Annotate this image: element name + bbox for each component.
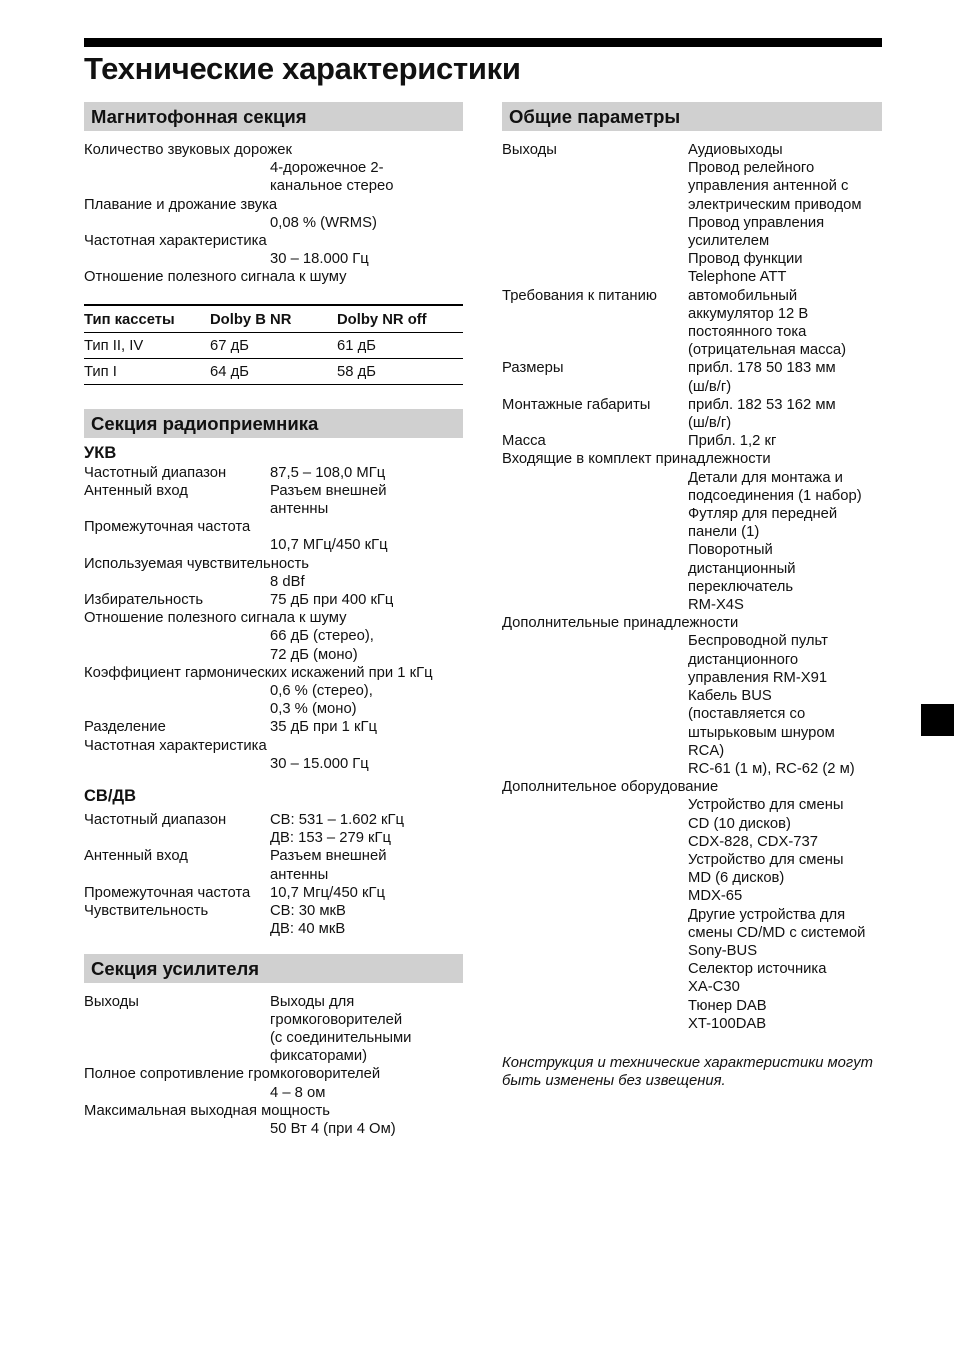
spec-value: 30 – 15.000 Гц <box>270 755 369 772</box>
spec-row <box>502 614 882 632</box>
column-header: Dolby NR off <box>337 305 463 333</box>
section-heading-amplifier: Секция усилителя <box>84 954 463 983</box>
spec-value: 4 – 8 ом <box>270 1084 326 1101</box>
spec-row <box>84 664 463 682</box>
spec-value: 8 dBf <box>270 573 305 590</box>
spec-label: Чувствительность <box>84 903 209 920</box>
spec-label: Дополнительное оборудование <box>502 779 719 796</box>
spec-value: 0,6 % (стерео), 0,3 % (моно) <box>270 683 373 718</box>
spec-row <box>84 884 463 902</box>
spec-row <box>84 464 463 482</box>
spec-value: 75 дБ при 400 кГц <box>270 592 394 609</box>
spec-label: Коэффициент гармонических искажений при 1 кГц <box>84 664 433 681</box>
am-specs <box>84 811 463 938</box>
spec-value: СВ: 30 мкВ ДВ: 40 мкВ <box>270 903 346 938</box>
table-header-row <box>84 305 463 333</box>
spec-row <box>84 1102 463 1120</box>
spec-value: 87,5 – 108,0 МГц <box>270 464 386 481</box>
table-cell: 58 дБ <box>337 358 463 384</box>
spec-label: Антенный вход <box>84 848 188 865</box>
column-header: Тип кассеты <box>84 305 210 333</box>
amp-specs <box>84 993 463 1139</box>
spec-label: Антенный вход <box>84 482 188 499</box>
page-title: Технические характеристики <box>84 51 521 86</box>
spec-value: 10,7 МГц/450 кГц <box>270 537 388 554</box>
general-specs <box>502 141 882 1033</box>
spec-row <box>502 396 882 432</box>
spec-value: 66 дБ (стерео), 72 дБ (моно) <box>270 628 374 663</box>
spec-label: Дополнительные принадлежности <box>502 615 739 632</box>
spec-value: СВ: 531 – 1.602 кГц ДВ: 153 – 279 кГц <box>270 812 405 847</box>
spec-row <box>502 778 882 796</box>
spec-label: Входящие в комплект принадлежности <box>502 451 771 468</box>
column-header: Dolby B NR <box>210 305 337 333</box>
spec-value: Беспроводной пульт дистанционного управления RM-X91 Кабель BUS (поставляется со штырьковым шнуром RCA) RC-61 (1 м), RC-62 (2 м) <box>688 633 855 777</box>
spec-value: 35 дБ при 1 кГц <box>270 719 377 736</box>
table-cell: Тип I <box>84 358 210 384</box>
spec-row <box>84 718 463 736</box>
spec-label: Отношение полезного сигнала к шуму <box>84 610 347 627</box>
fm-specs <box>84 464 463 773</box>
spec-row <box>502 432 882 450</box>
cassette-snr-table <box>84 304 463 385</box>
spec-label: Промежуточная частота <box>84 884 251 901</box>
spec-value: Детали для монтажа и подсоединения (1 набор) Футляр для передней панели (1) Поворотный дистанционный переключатель RM-X4S <box>688 469 862 614</box>
spec-label: Отношение полезного сигнала к шуму <box>84 269 347 286</box>
spec-row <box>84 609 463 627</box>
spec-value: 30 – 18.000 Гц <box>270 251 369 268</box>
spec-value: 0,08 % (WRMS) <box>270 214 377 231</box>
subsection-title-am: СВ/ДВ <box>84 787 137 806</box>
spec-label: Частотная характеристика <box>84 737 267 754</box>
spec-value: Выходы для громкоговорителей (с соединительными фиксаторами) <box>270 993 412 1065</box>
table-row <box>84 332 463 358</box>
spec-value: Разъем внешней антенны <box>270 848 387 883</box>
section-heading-radio: Секция радиоприемника <box>84 409 463 438</box>
title-rule <box>84 38 882 47</box>
spec-label: Полное сопротивление громкоговорителей <box>84 1066 381 1083</box>
section-heading-general: Общие параметры <box>502 102 882 131</box>
page-edge-tab <box>921 704 954 736</box>
table-cell: 64 дБ <box>210 358 337 384</box>
section-heading-tape: Магнитофонная секция <box>84 102 463 131</box>
spec-label: Максимальная выходная мощность <box>84 1102 330 1119</box>
spec-row <box>502 287 882 360</box>
spacer <box>84 939 463 954</box>
spec-label: Частотный диапазон <box>84 812 227 829</box>
table-cell: 61 дБ <box>337 332 463 358</box>
spec-row <box>84 1065 463 1083</box>
spec-label: Количество звуковых дорожек <box>84 142 292 158</box>
table-cell: 67 дБ <box>210 332 337 358</box>
table-row <box>84 358 463 384</box>
spec-row <box>84 268 463 286</box>
spacer <box>84 385 463 409</box>
spec-row <box>84 141 463 159</box>
spec-label: Разделение <box>84 719 166 736</box>
spec-label: Требования к питанию <box>502 287 657 304</box>
spec-row <box>84 518 463 536</box>
spec-label: Выходы <box>502 142 557 158</box>
spec-row <box>84 902 463 938</box>
spec-label: Выходы <box>84 993 139 1010</box>
spec-value: 50 Вт 4 (при 4 Ом) <box>270 1120 396 1137</box>
spec-label: Размеры <box>502 360 564 377</box>
spec-row <box>502 141 882 287</box>
left-column <box>84 102 463 1138</box>
spec-row <box>84 591 463 609</box>
spec-row <box>84 555 463 573</box>
spec-row <box>502 450 882 468</box>
spec-value: Аудиовыходы Провод релейного управления антенной с электрическим приводом Провод управления усилителем Провод функции Telephone ATT <box>688 142 862 286</box>
spec-value: 4-дорожечное 2- канальное стерео <box>270 160 394 195</box>
tape-specs <box>84 141 463 287</box>
spec-label: Частотная характеристика <box>84 233 267 250</box>
spec-value: прибл. 178 50 183 мм (ш/в/г) <box>688 360 836 395</box>
spec-value: Прибл. 1,2 кг <box>688 433 777 450</box>
spec-row <box>84 847 463 883</box>
spec-label: Используемая чувствительность <box>84 555 309 572</box>
spec-value: автомобильный аккумулятор 12 В постоянного тока (отрицательная масса) <box>688 287 847 359</box>
right-column <box>502 102 882 1105</box>
spec-label: Плавание и дрожание звука <box>84 196 278 213</box>
spec-value: Устройство для смены CD (10 дисков) CDX-828, CDX-737 Устройство для смены MD (6 дисков) MDX-65 Другие устройства для смены CD/MD с системой Sony-BUS Селектор источника XA-C30 Тюнер DAB XT-100DAB <box>688 797 866 1032</box>
spec-label: Избирательность <box>84 592 204 609</box>
spec-row <box>84 737 463 755</box>
spec-row <box>84 993 463 1066</box>
spec-label: Частотный диапазон <box>84 464 227 481</box>
spec-label: Монтажные габариты <box>502 396 651 413</box>
disclaimer-note: Конструкция и технические характеристики могут быть изменены без извещения. <box>502 1054 873 1090</box>
subsection-title-fm: УКВ <box>84 443 117 462</box>
spec-label: Промежуточная частота <box>84 519 251 536</box>
spec-row <box>84 482 463 518</box>
spec-label: Масса <box>502 433 546 450</box>
table-cell: Тип II, IV <box>84 332 210 358</box>
spec-row <box>84 196 463 214</box>
spec-row <box>502 359 882 395</box>
spec-value: 10,7 Мгц/450 кГц <box>270 884 385 901</box>
spec-value: Разъем внешней антенны <box>270 482 387 518</box>
spec-row <box>84 232 463 250</box>
spec-value: прибл. 182 53 162 мм (ш/в/г) <box>688 396 836 432</box>
spec-row <box>84 811 463 847</box>
